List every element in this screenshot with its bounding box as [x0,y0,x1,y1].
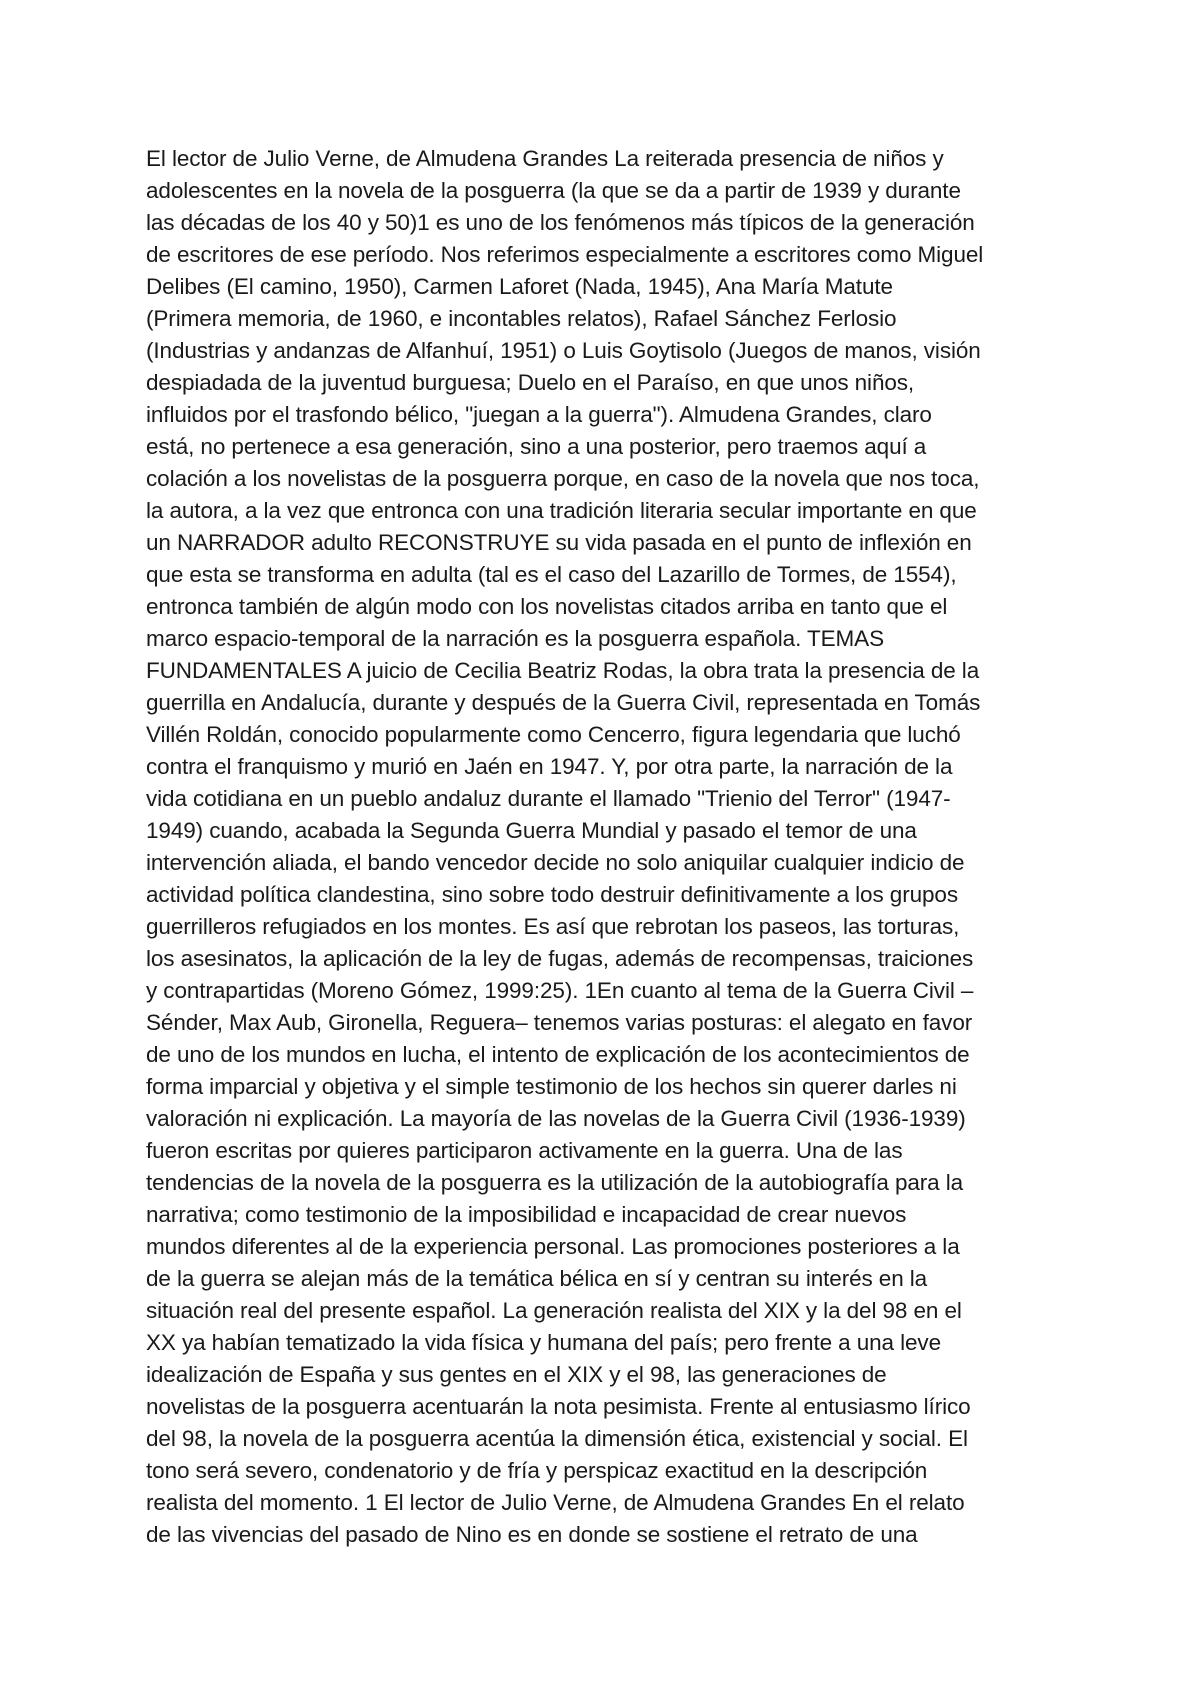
text-line: adolescentes en la novela de la posguerra (la que se da a partir de 1939 y durante [146,178,961,203]
text-line: FUNDAMENTALES A juicio de Cecilia Beatriz Rodas, la obra trata la presencia de la [146,658,980,683]
text-line: novelistas de la posguerra acentuarán la nota pesimista. Frente al entusiasmo lírico [146,1394,971,1419]
text-line: un NARRADOR adulto RECONSTRUYE su vida pasada en el punto de inflexión en [146,530,972,555]
text-line: forma imparcial y objetiva y el simple testimonio de los hechos sin querer darles ni [146,1074,957,1099]
text-line: de escritores de ese período. Nos referimos especialmente a escritores como Miguel [146,242,984,267]
text-line: 1949) cuando, acabada la Segunda Guerra Mundial y pasado el temor de una [146,818,917,843]
text-line: marco espacio-temporal de la narración es la posguerra española. TEMAS [146,626,884,651]
text-line: guerrilleros refugiados en los montes. Es así que rebrotan los paseos, las torturas, [146,914,960,939]
text-line: de la guerra se alejan más de la temática bélica en sí y centran su interés en la [146,1266,928,1291]
text-line: narrativa; como testimonio de la imposibilidad e incapacidad de crear nuevos [146,1202,907,1227]
text-line: El lector de Julio Verne, de Almudena Grandes La reiterada presencia de niños y [146,146,944,171]
text-line: que esta se transforma en adulta (tal es el caso del Lazarillo de Tormes, de 1554), [146,562,957,587]
body-paragraph [146,143,1076,1551]
text-line: XX ya habían tematizado la vida física y humana del país; pero frente a una leve [146,1330,941,1355]
text-line: despiadada de la juventud burguesa; Duelo en el Paraíso, en que unos niños, [146,370,915,395]
text-line: valoración ni explicación. La mayoría de las novelas de la Guerra Civil (1936-1939) [146,1106,966,1131]
text-line: actividad política clandestina, sino sobre todo destruir definitivamente a los grupos [146,882,958,907]
text-line: de uno de los mundos en lucha, el intento de explicación de los acontecimientos de [146,1042,970,1067]
text-line: la autora, a la vez que entronca con una tradición literaria secular importante en que [146,498,977,523]
text-line: guerrilla en Andalucía, durante y después de la Guerra Civil, representada en Tomás [146,690,981,715]
text-line: los asesinatos, la aplicación de la ley de fugas, además de recompensas, traiciones [146,946,974,971]
text-line: intervención aliada, el bando vencedor decide no solo aniquilar cualquier indicio de [146,850,965,875]
text-line: y contrapartidas (Moreno Gómez, 1999:25). 1En cuanto al tema de la Guerra Civil – [146,978,974,1003]
text-line: realista del momento. 1 El lector de Julio Verne, de Almudena Grandes En el relato [146,1490,965,1515]
text-line: mundos diferentes al de la experiencia personal. Las promociones posteriores a la [146,1234,960,1259]
text-line: entronca también de algún modo con los novelistas citados arriba en tanto que el [146,594,948,619]
text-line: Delibes (El camino, 1950), Carmen Laforet (Nada, 1945), Ana María Matute [146,274,893,299]
text-line: influidos por el trasfondo bélico, "juegan a la guerra"). Almudena Grandes, claro [146,402,932,427]
text-line: situación real del presente español. La generación realista del XIX y la del 98 en el [146,1298,962,1323]
text-line: tendencias de la novela de la posguerra es la utilización de la autobiografía para la [146,1170,964,1195]
text-line: idealización de España y sus gentes en el XIX y el 98, las generaciones de [146,1362,887,1387]
text-line: está, no pertenece a esa generación, sino a una posterior, pero traemos aquí a [146,434,927,459]
text-line: (Industrias y andanzas de Alfanhuí, 1951) o Luis Goytisolo (Juegos de manos, visión [146,338,981,363]
text-line: contra el franquismo y murió en Jaén en 1947. Y, por otra parte, la narración de la [146,754,953,779]
text-line: de las vivencias del pasado de Nino es en donde se sostiene el retrato de una [146,1522,918,1547]
text-line: del 98, la novela de la posguerra acentúa la dimensión ética, existencial y social. El [146,1426,968,1451]
text-line: tono será severo, condenatorio y de fría y perspicaz exactitud en la descripción [146,1458,928,1483]
text-line: Sénder, Max Aub, Gironella, Reguera– tenemos varias posturas: el alegato en favor [146,1010,973,1035]
text-line: (Primera memoria, de 1960, e incontables relatos), Rafael Sánchez Ferlosio [146,306,897,331]
text-line: fueron escritas por quieres participaron activamente en la guerra. Una de las [146,1138,903,1163]
text-line: las décadas de los 40 y 50)1 es uno de los fenómenos más típicos de la generación [146,210,975,235]
text-line: Villén Roldán, conocido popularmente como Cencerro, figura legendaria que luchó [146,722,961,747]
text-line: colación a los novelistas de la posguerra porque, en caso de la novela que nos toca, [146,466,980,491]
text-line: vida cotidiana en un pueblo andaluz durante el llamado "Trienio del Terror" (1947- [146,786,951,811]
